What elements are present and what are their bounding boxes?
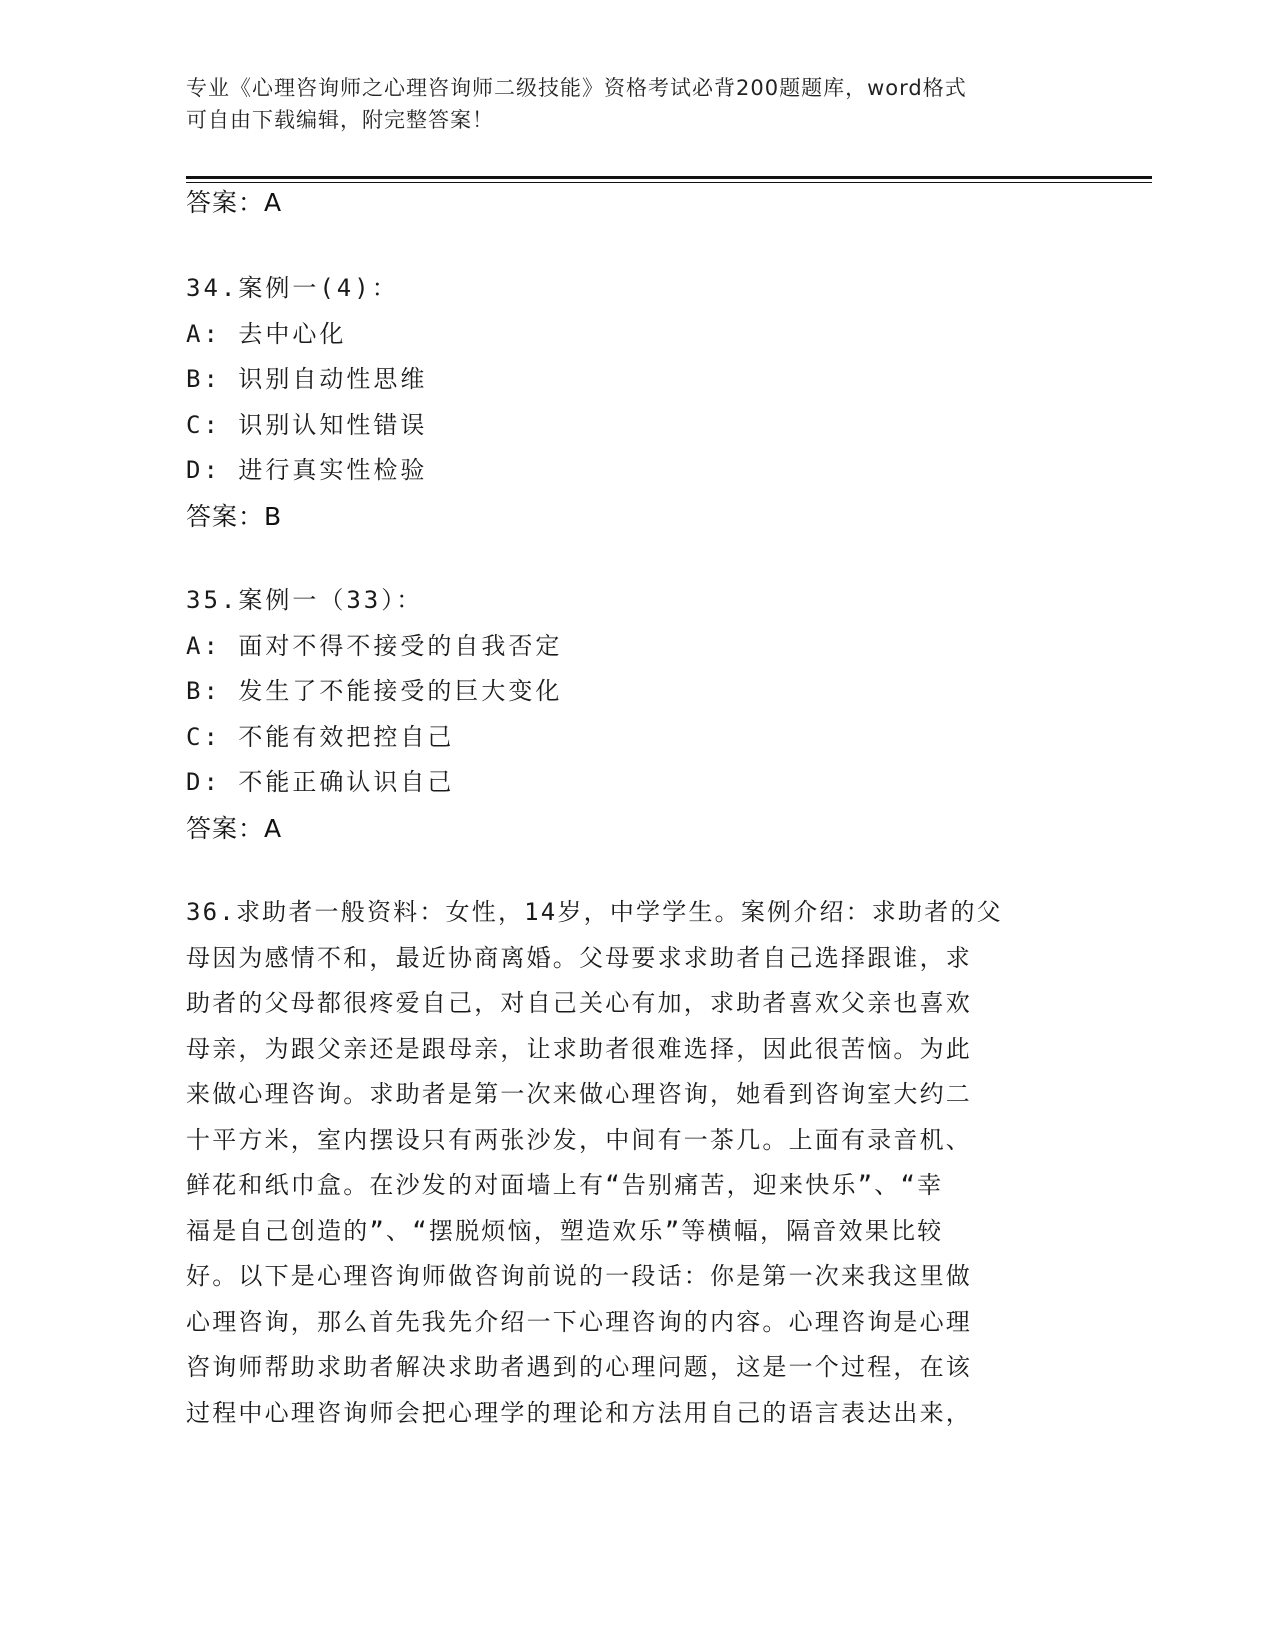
answer: 答案：A bbox=[186, 813, 283, 843]
option-d: D: 不能正确认识自己 bbox=[186, 768, 455, 796]
paragraph-line: 过程中心理咨询师会把心理学的理论和方法用自己的语言表达出来， bbox=[186, 1398, 972, 1427]
paragraph-line: 心理咨询，那么首先我先介绍一下心理咨询的内容。心理咨询是心理 bbox=[186, 1307, 972, 1336]
question-title: 34.案例一(4)： bbox=[186, 274, 399, 302]
question-36 bbox=[186, 890, 1086, 1436]
prev-answer: 答案：A bbox=[186, 188, 283, 217]
option-d: D: 进行真实性检验 bbox=[186, 456, 428, 484]
document-header bbox=[186, 72, 1066, 136]
question-34 bbox=[186, 266, 1086, 540]
question-35 bbox=[186, 578, 1086, 852]
paragraph-line: 母亲，为跟父亲还是跟母亲，让求助者很难选择，因此很苦恼。为此 bbox=[186, 1034, 972, 1063]
paragraph-line: 36.求助者一般资料：女性，14岁，中学学生。案例介绍：求助者的父 bbox=[186, 898, 1003, 926]
paragraph-line: 福是自己创造的”、“摆脱烦恼，塑造欢乐”等横幅，隔音效果比较 bbox=[186, 1216, 944, 1245]
paragraph-line: 咨询师帮助求助者解决求助者遇到的心理问题，这是一个过程，在该 bbox=[186, 1353, 972, 1381]
option-c: C: 不能有效把控自己 bbox=[186, 722, 455, 751]
option-c: C: 识别认知性错误 bbox=[186, 410, 428, 439]
answer: 答案：B bbox=[186, 501, 283, 531]
paragraph-line: 鲜花和纸巾盒。在沙发的对面墙上有“告别痛苦，迎来快乐”、“幸 bbox=[186, 1171, 944, 1199]
paragraph-line: 好。以下是心理咨询师做咨询前说的一段话：你是第一次来我这里做 bbox=[186, 1262, 972, 1290]
option-b: B: 发生了不能接受的巨大变化 bbox=[186, 677, 563, 705]
paragraph-line: 助者的父母都很疼爱自己，对自己关心有加，求助者喜欢父亲也喜欢 bbox=[186, 989, 972, 1017]
header-line-1: 专业《心理咨询师之心理咨询师二级技能》资格考试必背200题题库，word格式 bbox=[186, 76, 967, 100]
question-title: 35.案例一（33）： bbox=[186, 586, 424, 614]
option-a: A: 面对不得不接受的自我否定 bbox=[186, 631, 563, 660]
paragraph-line: 母因为感情不和，最近协商离婚。父母要求求助者自己选择跟谁，求 bbox=[186, 943, 972, 972]
paragraph-line: 十平方米，室内摆设只有两张沙发，中间有一茶几。上面有录音机、 bbox=[186, 1125, 972, 1154]
paragraph-line: 来做心理咨询。求助者是第一次来做心理咨询，她看到咨询室大约二 bbox=[186, 1080, 972, 1108]
header-divider-thick bbox=[186, 176, 1152, 179]
option-b: B: 识别自动性思维 bbox=[186, 365, 428, 393]
header-line-2: 可自由下载编辑，附完整答案！ bbox=[186, 108, 494, 132]
option-a: A: 去中心化 bbox=[186, 319, 347, 348]
